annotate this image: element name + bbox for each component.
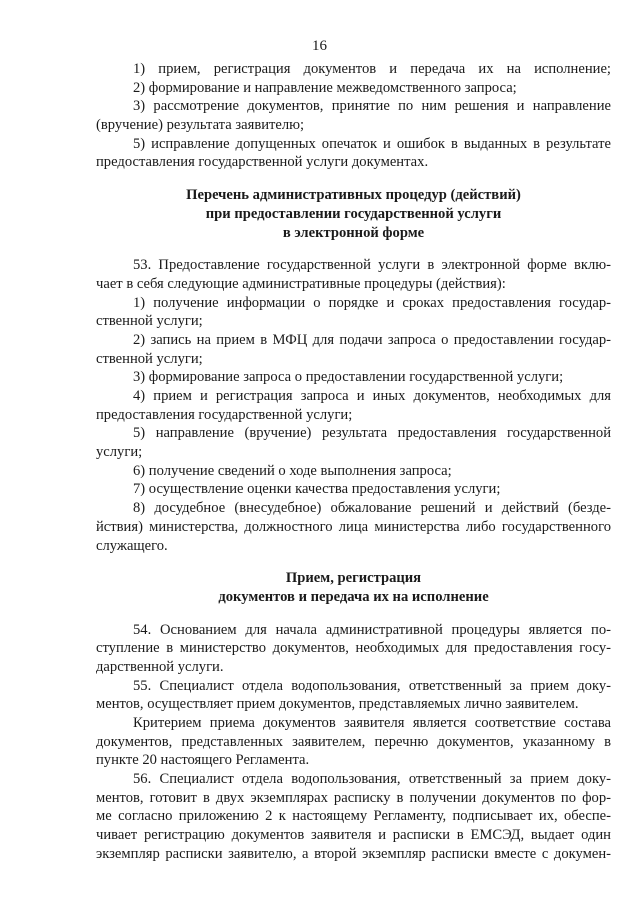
text-line: (вручение) результата заявителю; [96, 117, 305, 134]
spacer [96, 172, 611, 186]
text-line: экземпляр расписки заявителю, а второй экземпляр расписки вместе с докумен- [96, 845, 611, 862]
text-line: 6) получение сведений о ходе выполнения запроса; [133, 462, 452, 479]
text-line: ме согласно приложению 2 к настоящему Регламенту, подписывает их, обеспе- [96, 808, 611, 825]
text-line: 5) исправление допущенных опечаток и ошибок в выданных в результате [133, 135, 611, 152]
text-line: 8) досудебное (внесудебное) обжалование решений и действий (безде- [133, 500, 611, 517]
page-number: 16 [312, 38, 327, 54]
text-line: 1) получение информации о порядке и сроках предоставления государ- [133, 294, 611, 311]
text-line: предоставления государственной услуги документах. [96, 154, 429, 171]
text-line: чает в себя следующие административные процедуры (действия): [96, 275, 506, 292]
spacer [96, 607, 611, 621]
text-line: 2) формирование и направление межведомственного запроса; [133, 79, 517, 96]
text-line: чивает регистрацию документов заявителя и расписки в ЕМСЭД, выдает один [96, 827, 611, 844]
text-line: документов, представленных заявителем, перечню документов, указанному в [96, 733, 611, 750]
spacer [96, 555, 611, 569]
text-line: ступление в министерство документов, необходимых для предоставления госу- [96, 640, 611, 657]
text-line: 53. Предоставление государственной услуги в электронной форме вклю- [133, 257, 611, 274]
text-line: 56. Специалист отдела водопользования, ответственный за прием доку- [133, 771, 611, 788]
text-line: пункте 20 настоящего Регламента. [96, 752, 310, 769]
text-line: 3) формирование запроса о предоставлении государственной услуги; [133, 369, 564, 386]
text-line: ментов, осуществляет прием документов, представляемых лично заявителем. [96, 696, 579, 713]
text-line: ственной услуги; [96, 350, 203, 367]
text-line: 2) запись на прием в МФЦ для подачи запроса о предоставлении государ- [133, 331, 611, 348]
text-line: 54. Основанием для начала административной процедуры является по- [133, 621, 611, 638]
text-line: дарственной услуги. [96, 658, 224, 675]
text-line: Критерием приема документов заявителя является соответствие состава [133, 715, 611, 731]
text-line: 55. Специалист отдела водопользования, ответственный за прием доку- [133, 677, 611, 694]
section-heading-line: в электронной форме [282, 224, 425, 241]
text-line: 7) осуществление оценки качества предоставления услуги; [133, 481, 501, 498]
text-line: ментов, готовит в двух экземплярах расписку в получении документов по фор- [96, 789, 611, 806]
section-heading-line: при предоставлении государственной услуги [205, 205, 502, 222]
text-line: предоставления государственной услуги; [96, 406, 353, 423]
section-heading-line: Прием, регистрация [285, 570, 422, 587]
section-heading-line: Перечень административных процедур (действий) [186, 187, 521, 204]
text-line: ственной услуги; [96, 313, 203, 330]
text-line: служащего. [96, 537, 168, 554]
text-line: 4) прием и регистрация запроса и иных документов, необходимых для [133, 388, 611, 404]
spacer [96, 242, 611, 256]
text-line: йствия) министерства, должностного лица министерства либо государственного [96, 518, 611, 535]
text-line: 5) направление (вручение) результата предоставления государственной [133, 425, 611, 442]
text-line: 1) прием, регистрация документов и передача их на исполнение; [133, 61, 611, 77]
text-line: услуги; [96, 444, 143, 461]
section-heading-line: документов и передача их на исполнение [218, 588, 489, 605]
text-line: 3) рассмотрение документов, принятие по ним решения и направление [133, 98, 611, 115]
document-body [96, 60, 611, 864]
